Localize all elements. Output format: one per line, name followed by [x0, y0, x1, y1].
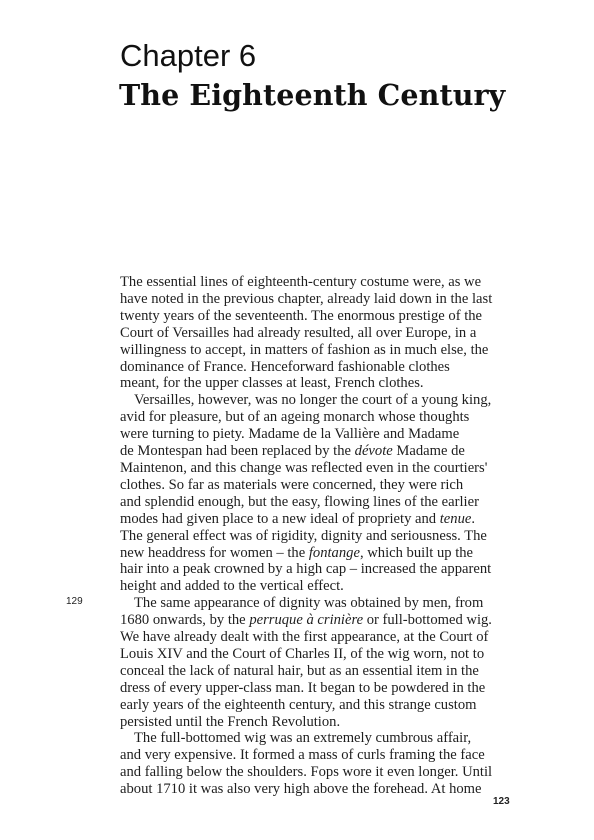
text-line: Court of Versailles had already resulted, all over Europe, in a [120, 324, 477, 341]
text-line: willingness to accept, in matters of fashion as in much else, the [120, 341, 489, 358]
text-line: twenty years of the seventeenth. The enormous prestige of the [120, 307, 483, 324]
text-line: and falling below the shoulders. Fops wore it even longer. Until [120, 764, 493, 781]
text-segment: or full-bottomed wig. [363, 612, 492, 629]
italic-term: dévote [354, 443, 393, 460]
italic-term: fontange [308, 544, 360, 561]
text-segment: 1680 onwards, by the [120, 612, 250, 629]
text-line: dress of every upper-class man. It began to be powdered in the [120, 679, 486, 696]
chapter-title: The Eighteenth Century [119, 78, 506, 112]
body-text [120, 274, 550, 798]
text-segment: de Montespan had been replaced by the [120, 443, 355, 460]
text-segment: modes had given place to a new ideal of propriety and [120, 510, 440, 527]
text-line: early years of the eighteenth century, and this strange custom [120, 696, 477, 713]
text-line: Versailles, however, was no longer the court of a young king, [134, 392, 492, 409]
text-line: avid for pleasure, but of an ageing monarch whose thoughts [120, 409, 470, 426]
italic-term: tenue [439, 510, 472, 527]
page-number: 123 [493, 796, 510, 807]
text-line [120, 443, 550, 460]
text-line: and splendid enough, but the easy, flowing lines of the earlier [120, 493, 479, 510]
text-line: persisted until the French Revolution. [120, 713, 341, 730]
text-segment: Madame de [392, 443, 465, 460]
text-line: were turning to piety. Madame de la Vallière and Madame [120, 426, 460, 443]
text-line: meant, for the upper classes at least, French clothes. [120, 375, 424, 392]
text-line: have noted in the previous chapter, already laid down in the last [120, 290, 493, 307]
text-line [120, 511, 550, 528]
text-line: height and added to the vertical effect. [120, 578, 344, 595]
text-line: Louis XIV and the Court of Charles II, of the wig worn, not to [120, 645, 485, 662]
text-line: about 1710 it was also very high above the forehead. At home [120, 781, 482, 798]
text-line: hair into a peak crowned by a high cap – increased the apparent [120, 561, 492, 578]
text-line: The full-bottomed wig was an extremely cumbrous affair, [134, 730, 472, 747]
text-line: The same appearance of dignity was obtained by men, from [134, 595, 484, 612]
text-line: We have already dealt with the first appearance, at the Court of [120, 629, 489, 646]
text-line: and very expensive. It formed a mass of curls framing the face [120, 747, 485, 764]
text-segment: , which built up the [359, 544, 474, 561]
text-line: dominance of France. Henceforward fashionable clothes [120, 358, 450, 375]
text-line: The essential lines of eighteenth-century costume were, as we [120, 274, 482, 290]
text-line: clothes. So far as materials were concerned, they were rich [120, 476, 464, 493]
text-line: The general effect was of rigidity, dignity and seriousness. The [120, 527, 487, 544]
text-line: Maintenon, and this change was reflected even in the courtiers' [120, 459, 488, 476]
chapter-number: Chapter 6 [120, 38, 257, 73]
text-line [120, 612, 550, 629]
text-line [120, 545, 550, 562]
italic-term: perruque à crinière [249, 612, 364, 629]
margin-reference-number: 129 [66, 596, 83, 607]
text-segment: . [471, 510, 476, 527]
text-line: conceal the lack of natural hair, but as an essential item in the [120, 662, 479, 679]
text-segment: new headdress for women – the [120, 544, 309, 561]
